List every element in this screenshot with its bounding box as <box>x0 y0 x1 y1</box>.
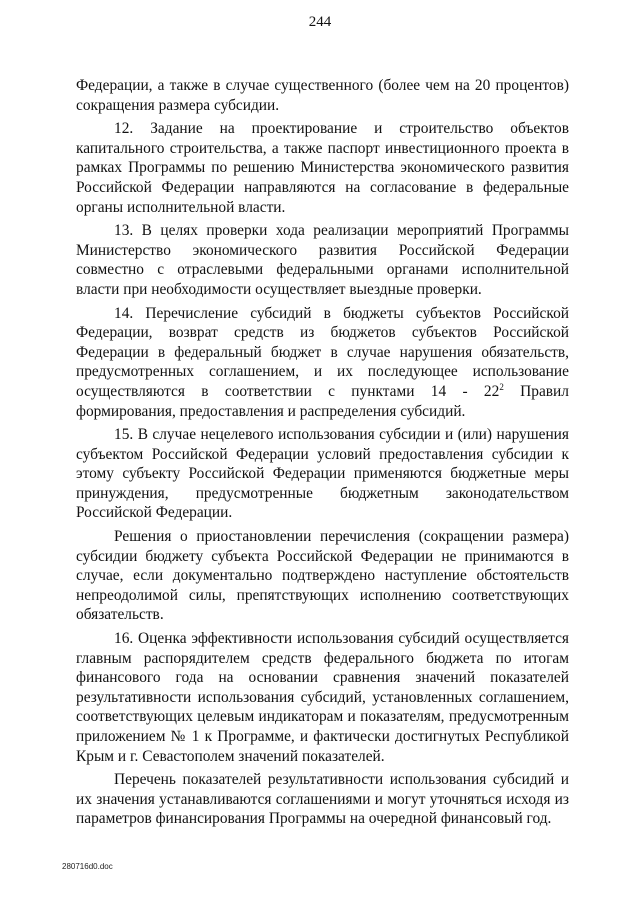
paragraph-text: Решения о приостановлении перечисления (сокращении размера) субсидии бюджету субъекта Российской Федерации не принимаются в случае, если документально подтверждено наступление обстоятельств непреодолимой силы, препятствующих исполнению соответствующих обязательств. <box>76 528 569 624</box>
paragraph-decisions <box>76 527 569 625</box>
paragraph-text: 16. Оценка эффективности использования субсидий осуществляется главным распорядителем средств федерального бюджета по итогам финансового года на основании сравнения значений показателей результативности использования субсидий, установленных соглашением, соответствующих целевым индикаторам и показателям, предусмотренным приложением № 1 к Программе, и фактически достигнутых Республикой Крым и г. Севастополем значений показателей. <box>76 630 569 765</box>
paragraph-text-after: Правил формирования, предоставления и распределения субсидий. <box>76 382 569 420</box>
paragraph-12 <box>76 119 569 217</box>
superscript: 2 <box>499 381 504 392</box>
paragraph-15 <box>76 425 569 523</box>
footer-file-code: 280716d0.doc <box>62 862 113 871</box>
paragraph-text: 15. В случае нецелевого использования субсидии и (или) нарушения субъектом Российской Федерации условий предоставления субсидии к этому субъекту Российской Федерации применяются бюджетные меры принуждения, предусмотренные бюджетным законодательством Российской Федерации. <box>76 426 569 522</box>
paragraph-text: Перечень показателей результативности использования субсидий и их значения устанавливаются соглашениями и могут уточняться исходя из параметров финансирования Программы на очередной финансовый год. <box>76 771 569 828</box>
paragraph-text: Федерации, а также в случае существенного (более чем на 20 процентов) сокращения размера субсидии. <box>76 77 569 114</box>
document-body <box>76 76 569 833</box>
paragraph-13 <box>76 221 569 299</box>
paragraph-indicators <box>76 770 569 829</box>
page-number: 244 <box>308 14 332 30</box>
paragraph-14 <box>76 304 569 422</box>
paragraph-text: 14. Перечисление субсидий в бюджеты субъектов Российской Федерации, возврат средств из бюджетов субъектов Российской Федерации в федеральный бюджет в случае нарушения обязательств, предусмотренных соглашением, и их последующее использование осуществляются в соответствии с пунктами 14 - 22 <box>76 304 569 400</box>
paragraph-text: 13. В целях проверки хода реализации мероприятий Программы Министерство экономического развития Российской Федерации совместно с отраслевыми федеральными органами исполнительной власти при необходимости осуществляет выездные проверки. <box>76 222 569 298</box>
paragraph-text: 12. Задание на проектирование и строительство объектов капитального строительства, а также паспорт инвестиционного проекта в рамках Программы по решению Министерства экономического развития Российской Федерации направляются на согласование в федеральные органы исполнительной власти. <box>76 120 569 216</box>
paragraph-continuation <box>76 76 569 115</box>
paragraph-16 <box>76 629 569 766</box>
